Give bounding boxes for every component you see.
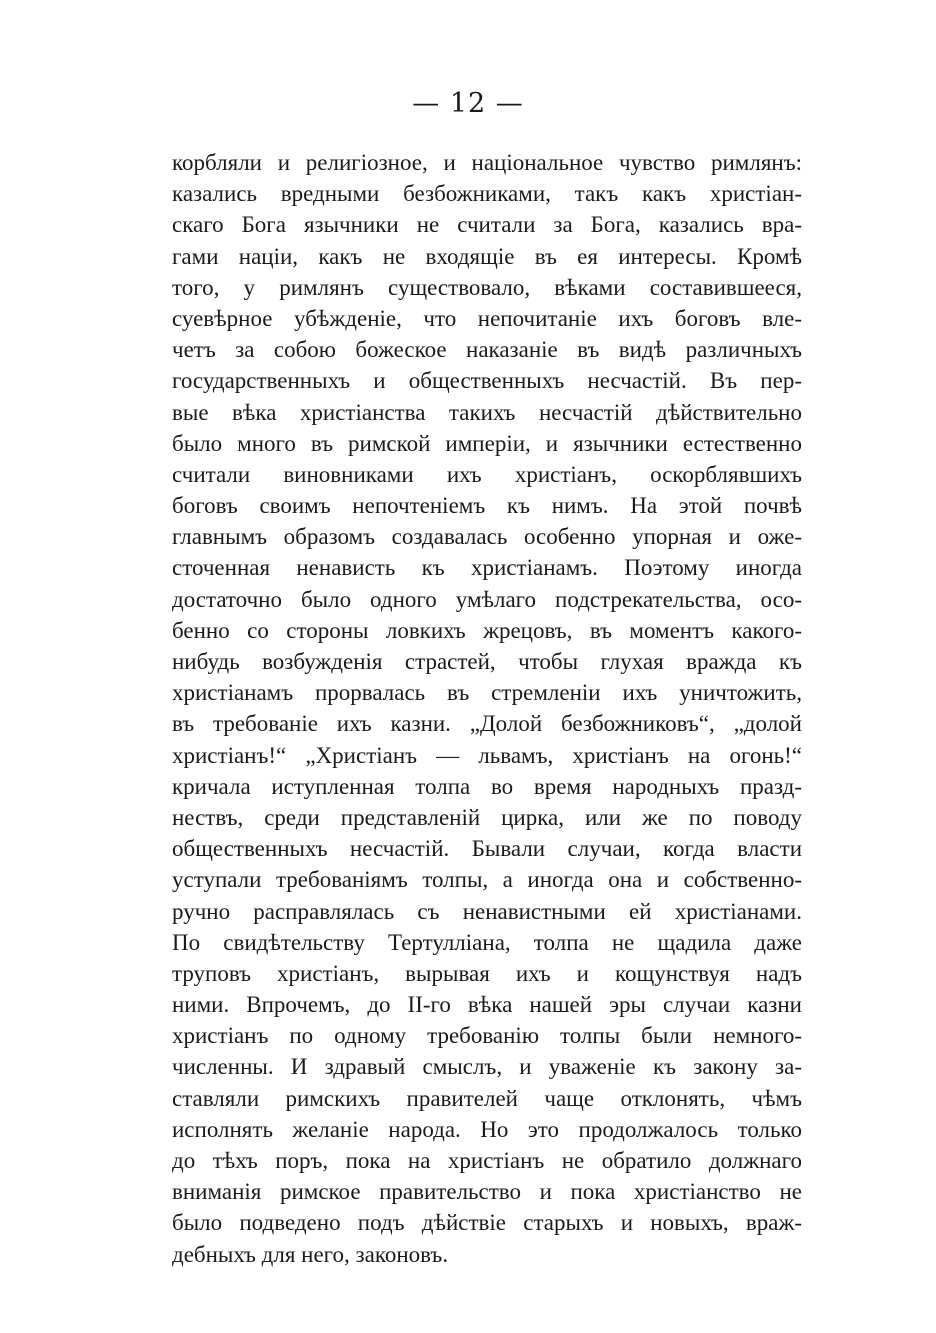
text-line: уступали требованiямъ толпы, а иногда она и собственно- bbox=[172, 867, 802, 893]
text-line: труповъ христiанъ, вырывая ихъ и кощунствуя надъ bbox=[172, 960, 802, 986]
text-line: исполнять желанiе народа. Но это продолжалось только bbox=[172, 1116, 802, 1142]
text-line: христiанъ!“ „Христiанъ — львамъ, христiанъ на огонь!“ bbox=[172, 742, 802, 768]
text-line: общественныхъ несчастiй. Бывали случаи, когда власти bbox=[172, 836, 802, 862]
text-line: было много въ римской имперiи, и язычники естественно bbox=[172, 430, 802, 456]
text-line: нествъ, среди представленiй цирка, или же по поводу bbox=[172, 804, 802, 830]
text-line: ручно расправлялась съ ненавистными ей христiанами. bbox=[172, 898, 802, 924]
text-line: достаточно было одного умѣлаго подстрекательства, осо- bbox=[172, 586, 802, 612]
text-line: до тѣхъ поръ, пока на христiанъ не обратило должнаго bbox=[172, 1148, 802, 1173]
text-line: ними. Впрочемъ, до II-го вѣка нашей эры случаи казни bbox=[172, 992, 802, 1018]
text-line: бенно со стороны ловкихъ жрецовъ, въ моментъ какого- bbox=[172, 617, 802, 643]
text-line: корбляли и религiозное, и нацiональное чувство римлянъ: bbox=[172, 150, 802, 175]
text-line: вниманiя римское правительство и пока христiанство не bbox=[172, 1179, 802, 1205]
text-line: христiанамъ прорвалась въ стремленiи ихъ уничтожить, bbox=[172, 680, 802, 706]
text-line: численны. И здравый смыслъ, и уваженiе къ закону за- bbox=[172, 1054, 802, 1080]
text-line: считали виновниками ихъ христiанъ, оскорблявшихъ bbox=[172, 461, 802, 487]
text-line: того, у римлянъ существовало, вѣками составившееся, bbox=[172, 274, 802, 300]
text-line: вые вѣка христiанства такихъ несчастiй дѣйствительно bbox=[172, 399, 802, 425]
text-line: въ требованiе ихъ казни. „Долой безбожниковъ“, „долой bbox=[172, 711, 802, 737]
text-line: христiанъ по одному требованiю толпы были немного- bbox=[172, 1023, 802, 1049]
text-line: нибудь возбужденiя страстей, чтобы глухая вражда къ bbox=[172, 649, 802, 674]
text-line: ставляли римскихъ правителей чаще отклонять, чѣмъ bbox=[172, 1085, 802, 1111]
text-line: суевѣрное убѣжденiе, что непочитанiе ихъ боговъ вле- bbox=[172, 305, 802, 331]
text-line: казались вредными безбожниками, такъ какъ христiан- bbox=[172, 181, 802, 207]
text-line: По свидѣтельству Тертуллiана, толпа не щадила даже bbox=[172, 929, 802, 955]
page-number: — 12 — bbox=[412, 88, 524, 119]
text-line: боговъ своимъ непочтенiемъ къ нимъ. На этой почвѣ bbox=[172, 493, 802, 519]
text-line: скаго Бога язычники не считали за Бога, казались вра- bbox=[172, 212, 802, 238]
body-text bbox=[172, 147, 802, 1270]
text-line: было подведено подъ дѣйствiе старыхъ и новыхъ, враж- bbox=[172, 1210, 802, 1236]
text-line: сточенная ненависть къ христiанамъ. Поэтому иногда bbox=[172, 555, 802, 581]
text-line: кричала иступленная толпа во время народныхъ празд- bbox=[172, 773, 802, 799]
text-line: государственныхъ и общественныхъ несчастiй. Въ пер- bbox=[172, 368, 802, 394]
text-line: главнымъ образомъ создавалась особенно упорная и оже- bbox=[172, 524, 802, 550]
text-line: гами нацiи, какъ не входящiе въ ея интересы. Кромѣ bbox=[172, 243, 802, 269]
text-line: четъ за собою божеское наказанiе въ видѣ различныхъ bbox=[172, 337, 802, 363]
text-line: дебныхъ для него, законовъ. bbox=[172, 1241, 449, 1267]
